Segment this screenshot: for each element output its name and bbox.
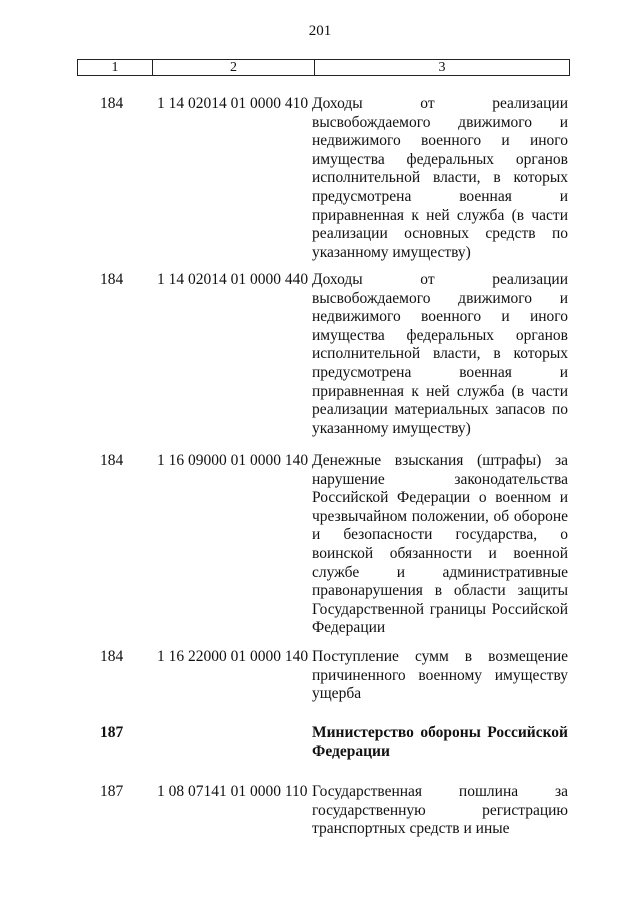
row-description — [312, 452, 568, 638]
row-number: 187 — [100, 783, 124, 800]
row-number: 184 — [100, 95, 124, 112]
row-code: 1 08 07141 01 0000 110 — [157, 783, 308, 800]
description-line: высвобождаемого движимого и — [312, 113, 568, 131]
row-code: 1 14 02014 01 0000 410 — [157, 95, 309, 112]
row-number: 184 — [100, 452, 124, 469]
table-header-row — [77, 59, 570, 76]
description-line: чрезвычайном положении, об обороне — [312, 507, 568, 525]
description-line: ущерба — [312, 685, 362, 703]
row-description — [312, 724, 568, 761]
page-number: 201 — [308, 23, 332, 39]
description-line: транспортных средств и иные — [312, 820, 510, 838]
description-line: указанному имуществу) — [312, 419, 471, 437]
description-line: приравненная к ней служба (в части — [312, 206, 568, 224]
description-line: реализации материальных запасов по — [312, 401, 568, 419]
description-line: имущества федеральных органов — [312, 150, 568, 168]
description-line: исполнительной власти, в которых — [312, 345, 568, 363]
description-line: имущества федеральных органов — [312, 326, 568, 344]
row-description — [312, 648, 568, 704]
description-line: реализации основных средств по — [312, 225, 568, 243]
row-code: 1 16 09000 01 0000 140 — [157, 452, 309, 469]
description-line: предусмотрена военная и — [312, 363, 568, 381]
description-line: указанному имуществу) — [312, 243, 471, 261]
description-line: приравненная к ней служба (в части — [312, 382, 568, 400]
description-line: Государственной границы Российской — [312, 600, 568, 618]
description-line: Доходы от реализации — [312, 95, 568, 112]
description-line: недвижимого военного и иного — [312, 132, 568, 150]
description-line: Министерство обороны Российской — [312, 724, 568, 741]
description-line: и безопасности государства, о — [312, 526, 568, 544]
description-line: предусмотрена военная и — [312, 187, 568, 205]
table-header-col-2: 2 — [153, 60, 315, 75]
description-line: Доходы от реализации — [312, 271, 568, 288]
description-line: воинской обязанности и военной — [312, 544, 568, 562]
description-line: причиненного военному имуществу — [312, 666, 568, 684]
description-line: Федерации — [312, 742, 390, 760]
description-line: Российской Федерации о военном и — [312, 489, 568, 507]
table-header-col-3: 3 — [438, 60, 446, 75]
description-line: Денежные взыскания (штрафы) за — [312, 452, 568, 469]
description-line: правонарушения в области защиты — [312, 582, 568, 600]
description-line: высвобождаемого движимого и — [312, 289, 568, 307]
description-line: недвижимого военного и иного — [312, 308, 568, 326]
row-number: 184 — [100, 648, 124, 665]
row-description — [312, 95, 568, 262]
row-number: 187 — [100, 724, 124, 741]
description-line: Федерации — [312, 619, 386, 637]
description-line: службе и административные — [312, 563, 568, 581]
row-description — [312, 271, 568, 438]
table-header-col-1: 1 — [78, 60, 153, 75]
row-description — [312, 783, 568, 839]
description-line: Поступление сумм в возмещение — [312, 648, 568, 665]
description-line: нарушение законодательства — [312, 470, 568, 488]
row-code: 1 16 22000 01 0000 140 — [157, 648, 309, 665]
row-number: 184 — [100, 271, 124, 288]
description-line: исполнительной власти, в которых — [312, 169, 568, 187]
description-line: Государственная пошлина за — [312, 783, 568, 800]
row-code: 1 14 02014 01 0000 440 — [157, 271, 309, 288]
description-line: государственную регистрацию — [312, 801, 568, 819]
